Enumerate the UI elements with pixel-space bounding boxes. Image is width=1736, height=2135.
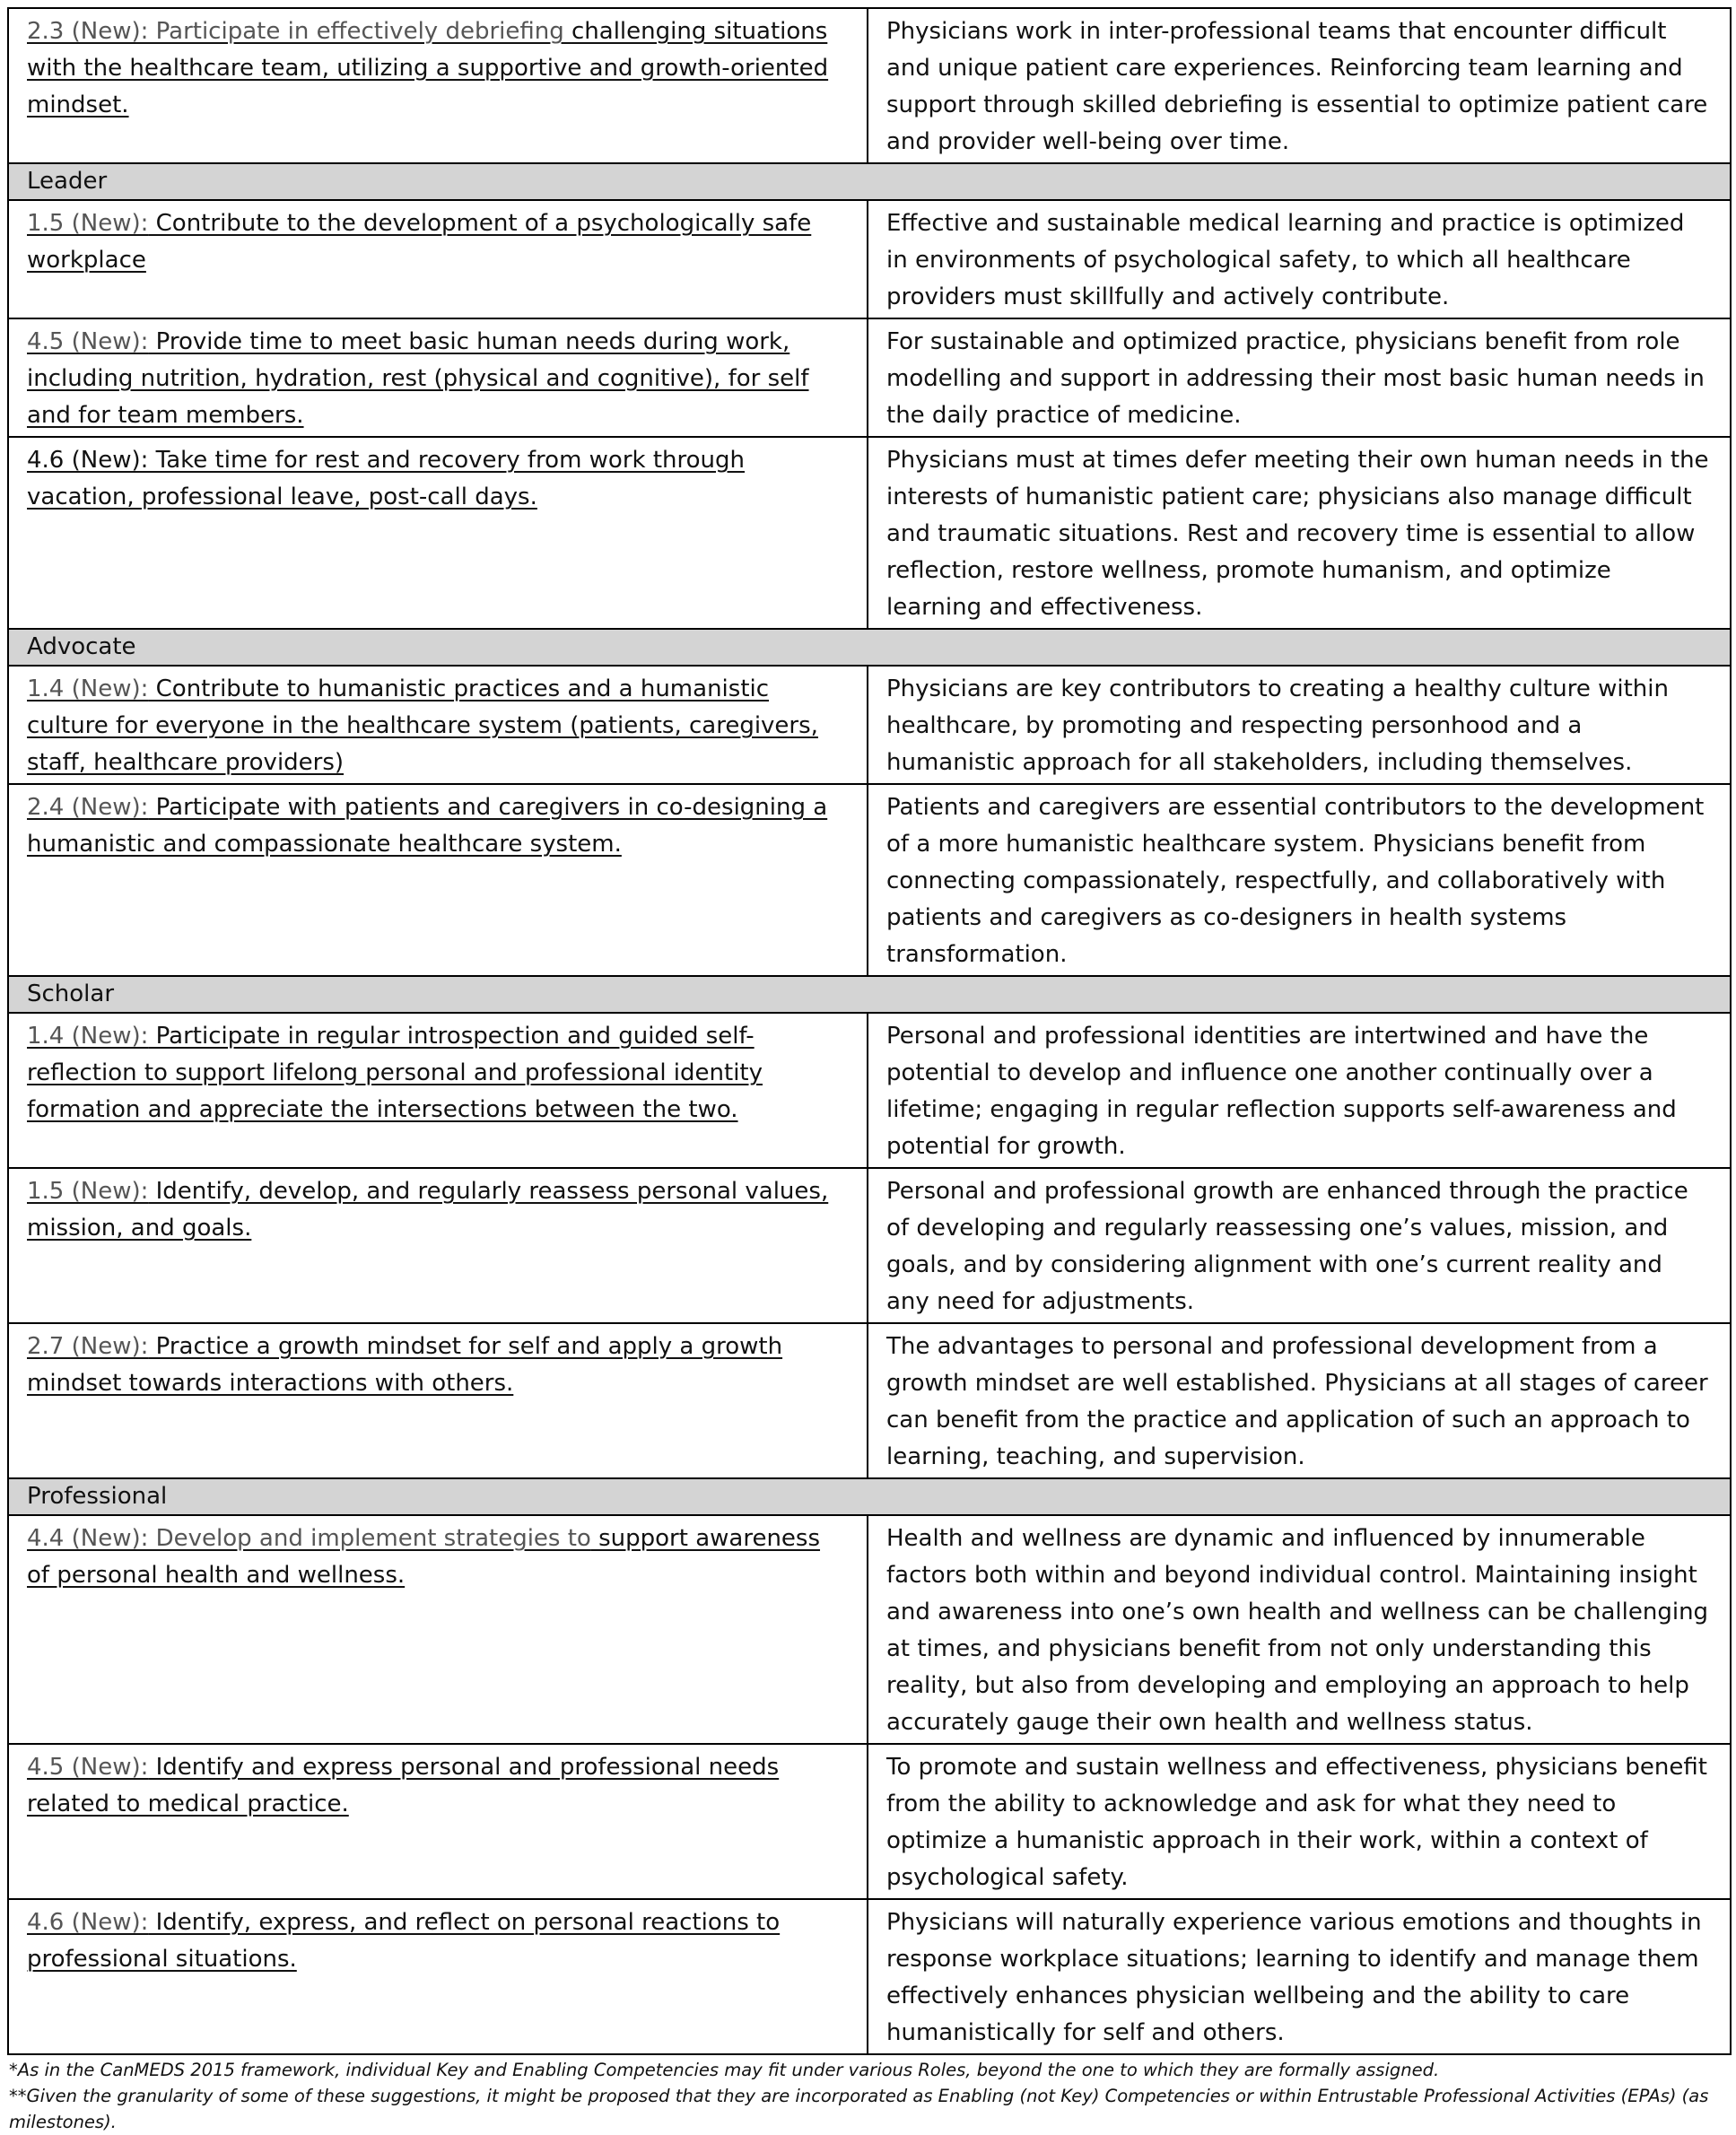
competency-cell (8, 437, 868, 629)
competency-number: 2.4 (New): (27, 794, 149, 821)
rationale-cell: Physicians are key contributors to creating a healthy culture within healthcare, by promoting and respecting personhood and a humanistic approach for all stakeholders, including themselves. (868, 666, 1731, 784)
table-row (8, 666, 1731, 784)
competency-description: Identify, develop, and regularly reassess personal values, mission, and goals. (27, 1178, 829, 1242)
table-row (8, 1323, 1731, 1478)
competency-number: 1.5 (New): (27, 1178, 149, 1205)
competency-description: support awareness of personal health and wellness. (27, 1525, 821, 1589)
competency-cell (8, 1168, 868, 1323)
rationale-cell: Personal and professional growth are enhanced through the practice of developing and regularly reassessing one’s values, mission, and goals, and by considering alignment with one’s current reality and any need for adjustments. (868, 1168, 1731, 1323)
competency-text (27, 1023, 763, 1123)
rationale-cell: To promote and sustain wellness and effectiveness, physicians benefit from the ability to acknowledge and ask for what they need to optimize a humanistic approach in their work, within a context of psychological safety. (868, 1744, 1731, 1899)
competency-cell (8, 1515, 868, 1744)
competency-description: Practice a growth mindset for self and apply a growth mindset towards interactions with others. (27, 1333, 783, 1397)
table-row (8, 200, 1731, 318)
competency-cell (8, 784, 868, 976)
competency-text (27, 794, 827, 858)
rationale-cell: For sustainable and optimized practice, physicians benefit from role modelling and support in addressing their most basic human needs in the daily practice of medicine. (868, 318, 1731, 437)
competency-description: Participate with patients and caregivers in co-designing a humanistic and compassionate healthcare system. (27, 794, 828, 858)
competency-text (27, 1333, 782, 1397)
competency-cell (8, 1744, 868, 1899)
role-heading: Professional (8, 1478, 1731, 1515)
competency-number: 1.5 (New): (27, 210, 149, 237)
rationale-cell: Physicians will naturally experience various emotions and thoughts in response workplace situations; learning to identify and manage them effectively enhances physician wellbeing and the ability to care humanistically for self and others. (868, 1899, 1731, 2054)
rationale-cell: Effective and sustainable medical learning and practice is optimized in environments of psychological safety, to which all healthcare providers must skillfully and actively contribute. (868, 200, 1731, 318)
competency-number: 4.5 (New): (27, 1754, 149, 1781)
competency-document (7, 7, 1730, 2135)
rationale-cell: Physicians must at times defer meeting their own human needs in the interests of humanistic patient care; physicians also manage difficult and traumatic situations. Rest and recovery time is essential to allow reflection, restore wellness, promote humanism, and optimize learning and effectiveness. (868, 437, 1731, 629)
role-heading: Leader (8, 163, 1731, 200)
competency-cell (8, 1899, 868, 2054)
competency-text (27, 1178, 828, 1242)
rationale-cell: Physicians work in inter-professional teams that encounter difficult and unique patient care experiences. Reinforcing team learning and support through skilled debriefing is essential to optimize patient care and provider well-being over time. (868, 8, 1731, 163)
competency-text (27, 675, 818, 776)
role-heading: Scholar (8, 976, 1731, 1013)
role-heading: Advocate (8, 629, 1731, 666)
footnote: **Given the granularity of some of these suggestions, it might be proposed that they are incorporated as Enabling (not Key) Competencies or within Entrustable Professional Activities (EPAs) (as milestones). (9, 2086, 1709, 2132)
competency-text (27, 18, 828, 118)
competency-cell (8, 1323, 868, 1478)
rationale-cell: Patients and caregivers are essential contributors to the development of a more humanistic healthcare system. Physicians benefit from connecting compassionately, respectfully, and collaboratively with patients and caregivers as co-designers in health systems transformation. (868, 784, 1731, 976)
table-row (8, 8, 1731, 163)
section-header-leader (8, 163, 1731, 200)
competency-text (27, 1525, 820, 1589)
section-header-advocate (8, 629, 1731, 666)
section-header-professional (8, 1478, 1731, 1515)
competency-cell (8, 666, 868, 784)
competency-description: Participate in regular introspection and guided self-reflection to support lifelong personal and professional identity formation and appreciate the intersections between the two. (27, 1023, 763, 1123)
table-row (8, 1013, 1731, 1168)
competency-table (7, 7, 1732, 2055)
table-row (8, 1899, 1731, 2054)
table-row (8, 437, 1731, 629)
table-row (8, 784, 1731, 976)
competency-description: Identify, express, and reflect on personal reactions to professional situations. (27, 1909, 781, 1973)
footnotes (7, 2057, 1730, 2135)
competency-text (27, 447, 745, 510)
competency-cell (8, 1013, 868, 1168)
competency-number: 2.3 (New): Participate in effectively debriefing (27, 18, 571, 45)
competency-number: 4.5 (New): (27, 328, 149, 355)
competency-description: 4.6 (New): Take time for rest and recovery from work through vacation, professional leave, post-call days. (27, 447, 746, 510)
competency-text (27, 1754, 779, 1817)
competency-number: 1.4 (New): (27, 1023, 149, 1050)
competency-cell (8, 200, 868, 318)
table-row (8, 1515, 1731, 1744)
competency-text (27, 1909, 780, 1973)
table-row (8, 1744, 1731, 1899)
rationale-cell: Health and wellness are dynamic and influenced by innumerable factors both within and beyond individual control. Maintaining insight and awareness into one’s own health and wellness can be challenging at times, and physicians benefit from not only understanding this reality, but also from developing and employing an approach to help accurately gauge their own health and wellness status. (868, 1515, 1731, 1744)
competency-description: Contribute to humanistic practices and a humanistic culture for everyone in the healthcare system (patients, caregivers, staff, healthcare providers) (27, 675, 818, 776)
footnote: *As in the CanMEDS 2015 framework, individual Key and Enabling Competencies may fit under various Roles, beyond the one to which they are formally assigned. (9, 2060, 1440, 2080)
competency-number: 4.6 (New): (27, 1909, 149, 1936)
table-row (8, 1168, 1731, 1323)
section-header-scholar (8, 976, 1731, 1013)
rationale-cell: Personal and professional identities are intertwined and have the potential to develop and influence one another continually over a lifetime; engaging in regular reflection supports self-awareness and potential for growth. (868, 1013, 1731, 1168)
competency-description: Identify and express personal and professional needs related to medical practice. (27, 1754, 780, 1817)
competency-number: 2.7 (New): (27, 1333, 149, 1360)
competency-cell (8, 8, 868, 163)
competency-text (27, 328, 809, 429)
competency-description: challenging situations with the healthcare team, utilizing a supportive and growth-oriented mindset. (27, 18, 829, 118)
table-row (8, 318, 1731, 437)
competency-description: Contribute to the development of a psychologically safe workplace (27, 210, 812, 274)
competency-text (27, 210, 811, 274)
competency-number: 1.4 (New): (27, 675, 149, 702)
competency-cell (8, 318, 868, 437)
competency-number: 4.4 (New): Develop and implement strategies to (27, 1525, 591, 1552)
competency-description: Provide time to meet basic human needs during work, including nutrition, hydration, rest (physical and cognitive), for self and for team members. (27, 328, 809, 429)
rationale-cell: The advantages to personal and professional development from a growth mindset are well established. Physicians at all stages of career can benefit from the practice and application of such an approach to learning, teaching, and supervision. (868, 1323, 1731, 1478)
